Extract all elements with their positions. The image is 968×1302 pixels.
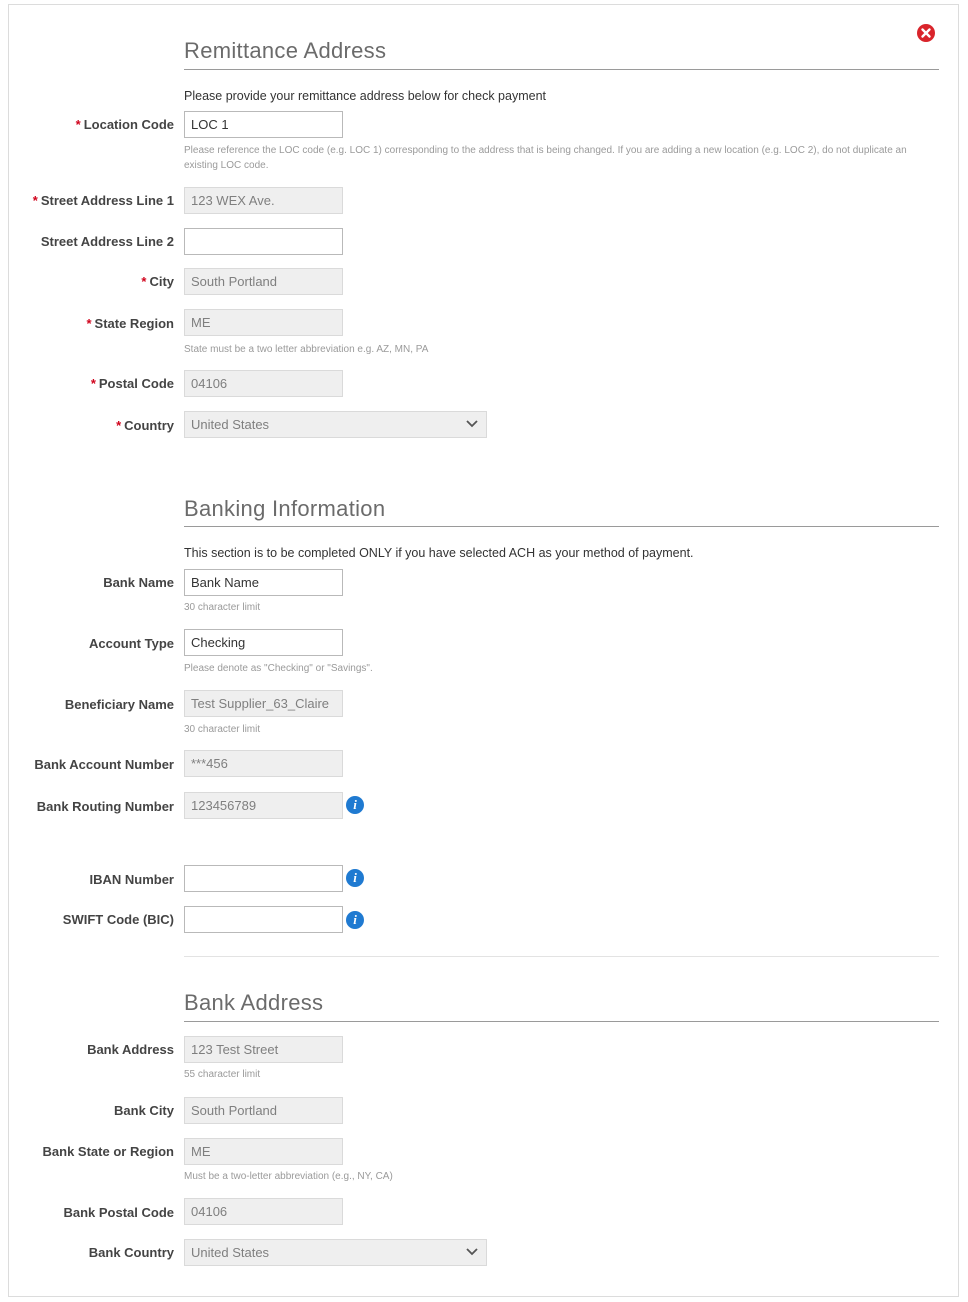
info-icon[interactable]: i [346, 869, 364, 887]
bank-state-help: Must be a two-letter abbreviation (e.g., NY, CA) [184, 1171, 393, 1182]
street1-label: * Street Address Line 1 [32, 193, 174, 208]
account-number-label: Bank Account Number [34, 757, 174, 772]
info-icon[interactable]: i [346, 911, 364, 929]
country-label: * Country [116, 418, 174, 433]
bank-address-input[interactable] [184, 1036, 343, 1063]
routing-number-label: Bank Routing Number [36, 799, 174, 814]
swift-label: SWIFT Code (BIC) [62, 912, 174, 927]
bank-name-help: 30 character limit [184, 602, 261, 613]
section-separator [184, 956, 939, 957]
account-type-label: Account Type [89, 636, 174, 651]
street2-label: Street Address Line 2 [40, 234, 174, 249]
account-type-input[interactable] [184, 629, 343, 656]
state-input[interactable] [184, 309, 343, 336]
bank-postal-input[interactable] [184, 1198, 343, 1225]
swift-input[interactable] [184, 906, 343, 933]
account-number-input[interactable] [184, 750, 343, 777]
bank-country-value: United States [191, 1245, 270, 1260]
city-input[interactable] [184, 268, 343, 295]
beneficiary-input[interactable] [184, 690, 343, 717]
bank-city-label: Bank City [114, 1103, 174, 1118]
routing-number-input[interactable] [184, 792, 343, 819]
bank-country-label: Bank Country [88, 1245, 174, 1260]
bank-city-input[interactable] [184, 1097, 343, 1124]
street2-input[interactable] [184, 228, 343, 255]
close-icon[interactable] [917, 24, 935, 42]
bank-name-input[interactable] [184, 569, 343, 596]
chevron-down-icon [466, 420, 478, 428]
iban-label: IBAN Number [89, 872, 174, 887]
state-label: * State Region [86, 316, 174, 331]
required-marker: * [90, 376, 96, 391]
postal-input[interactable] [184, 370, 343, 397]
beneficiary-label: Beneficiary Name [64, 697, 174, 712]
chevron-down-icon [466, 1248, 478, 1256]
location-code-input[interactable] [184, 111, 343, 138]
bank-address-divider [184, 1021, 939, 1022]
street1-input[interactable] [184, 187, 343, 214]
remittance-title: Remittance Address [184, 38, 387, 63]
bank-address-label: Bank Address [87, 1042, 174, 1057]
beneficiary-help: 30 character limit [184, 724, 261, 735]
required-marker: * [116, 418, 122, 433]
required-marker: * [86, 316, 92, 331]
bank-address-help: 55 character limit [184, 1069, 261, 1080]
bank-state-label: Bank State or Region [42, 1144, 174, 1159]
info-icon[interactable]: i [346, 796, 364, 814]
remittance-divider [184, 69, 939, 70]
location-code-label: * Location Code [75, 117, 174, 132]
iban-input[interactable] [184, 865, 343, 892]
bank-state-input[interactable] [184, 1138, 343, 1165]
required-marker: * [32, 193, 38, 208]
bank-address-title: Bank Address [184, 990, 324, 1015]
postal-label: * Postal Code [90, 376, 174, 391]
state-help: State must be a two letter abbreviation e.g. AZ, MN, PA [184, 344, 429, 355]
banking-divider [184, 526, 939, 527]
remittance-intro: Please provide your remittance address below for check payment [184, 89, 546, 103]
banking-intro: This section is to be completed ONLY if you have selected ACH as your method of payment. [184, 546, 694, 560]
account-type-help: Please denote as "Checking" or "Savings". [184, 663, 373, 674]
bank-postal-label: Bank Postal Code [63, 1205, 174, 1220]
country-select[interactable] [184, 411, 487, 438]
bank-country-select[interactable] [184, 1239, 487, 1266]
bank-name-label: Bank Name [103, 575, 174, 590]
location-code-help: Please reference the LOC code (e.g. LOC 1) corresponding to the address that is being changed. If you are adding a new location (e.g. LOC 2), do not duplicate an existing LOC code. [184, 145, 907, 171]
country-value: United States [191, 417, 270, 432]
required-marker: * [75, 117, 81, 132]
banking-title: Banking Information [184, 496, 386, 521]
required-marker: * [141, 274, 147, 289]
city-label: * City [141, 274, 174, 289]
